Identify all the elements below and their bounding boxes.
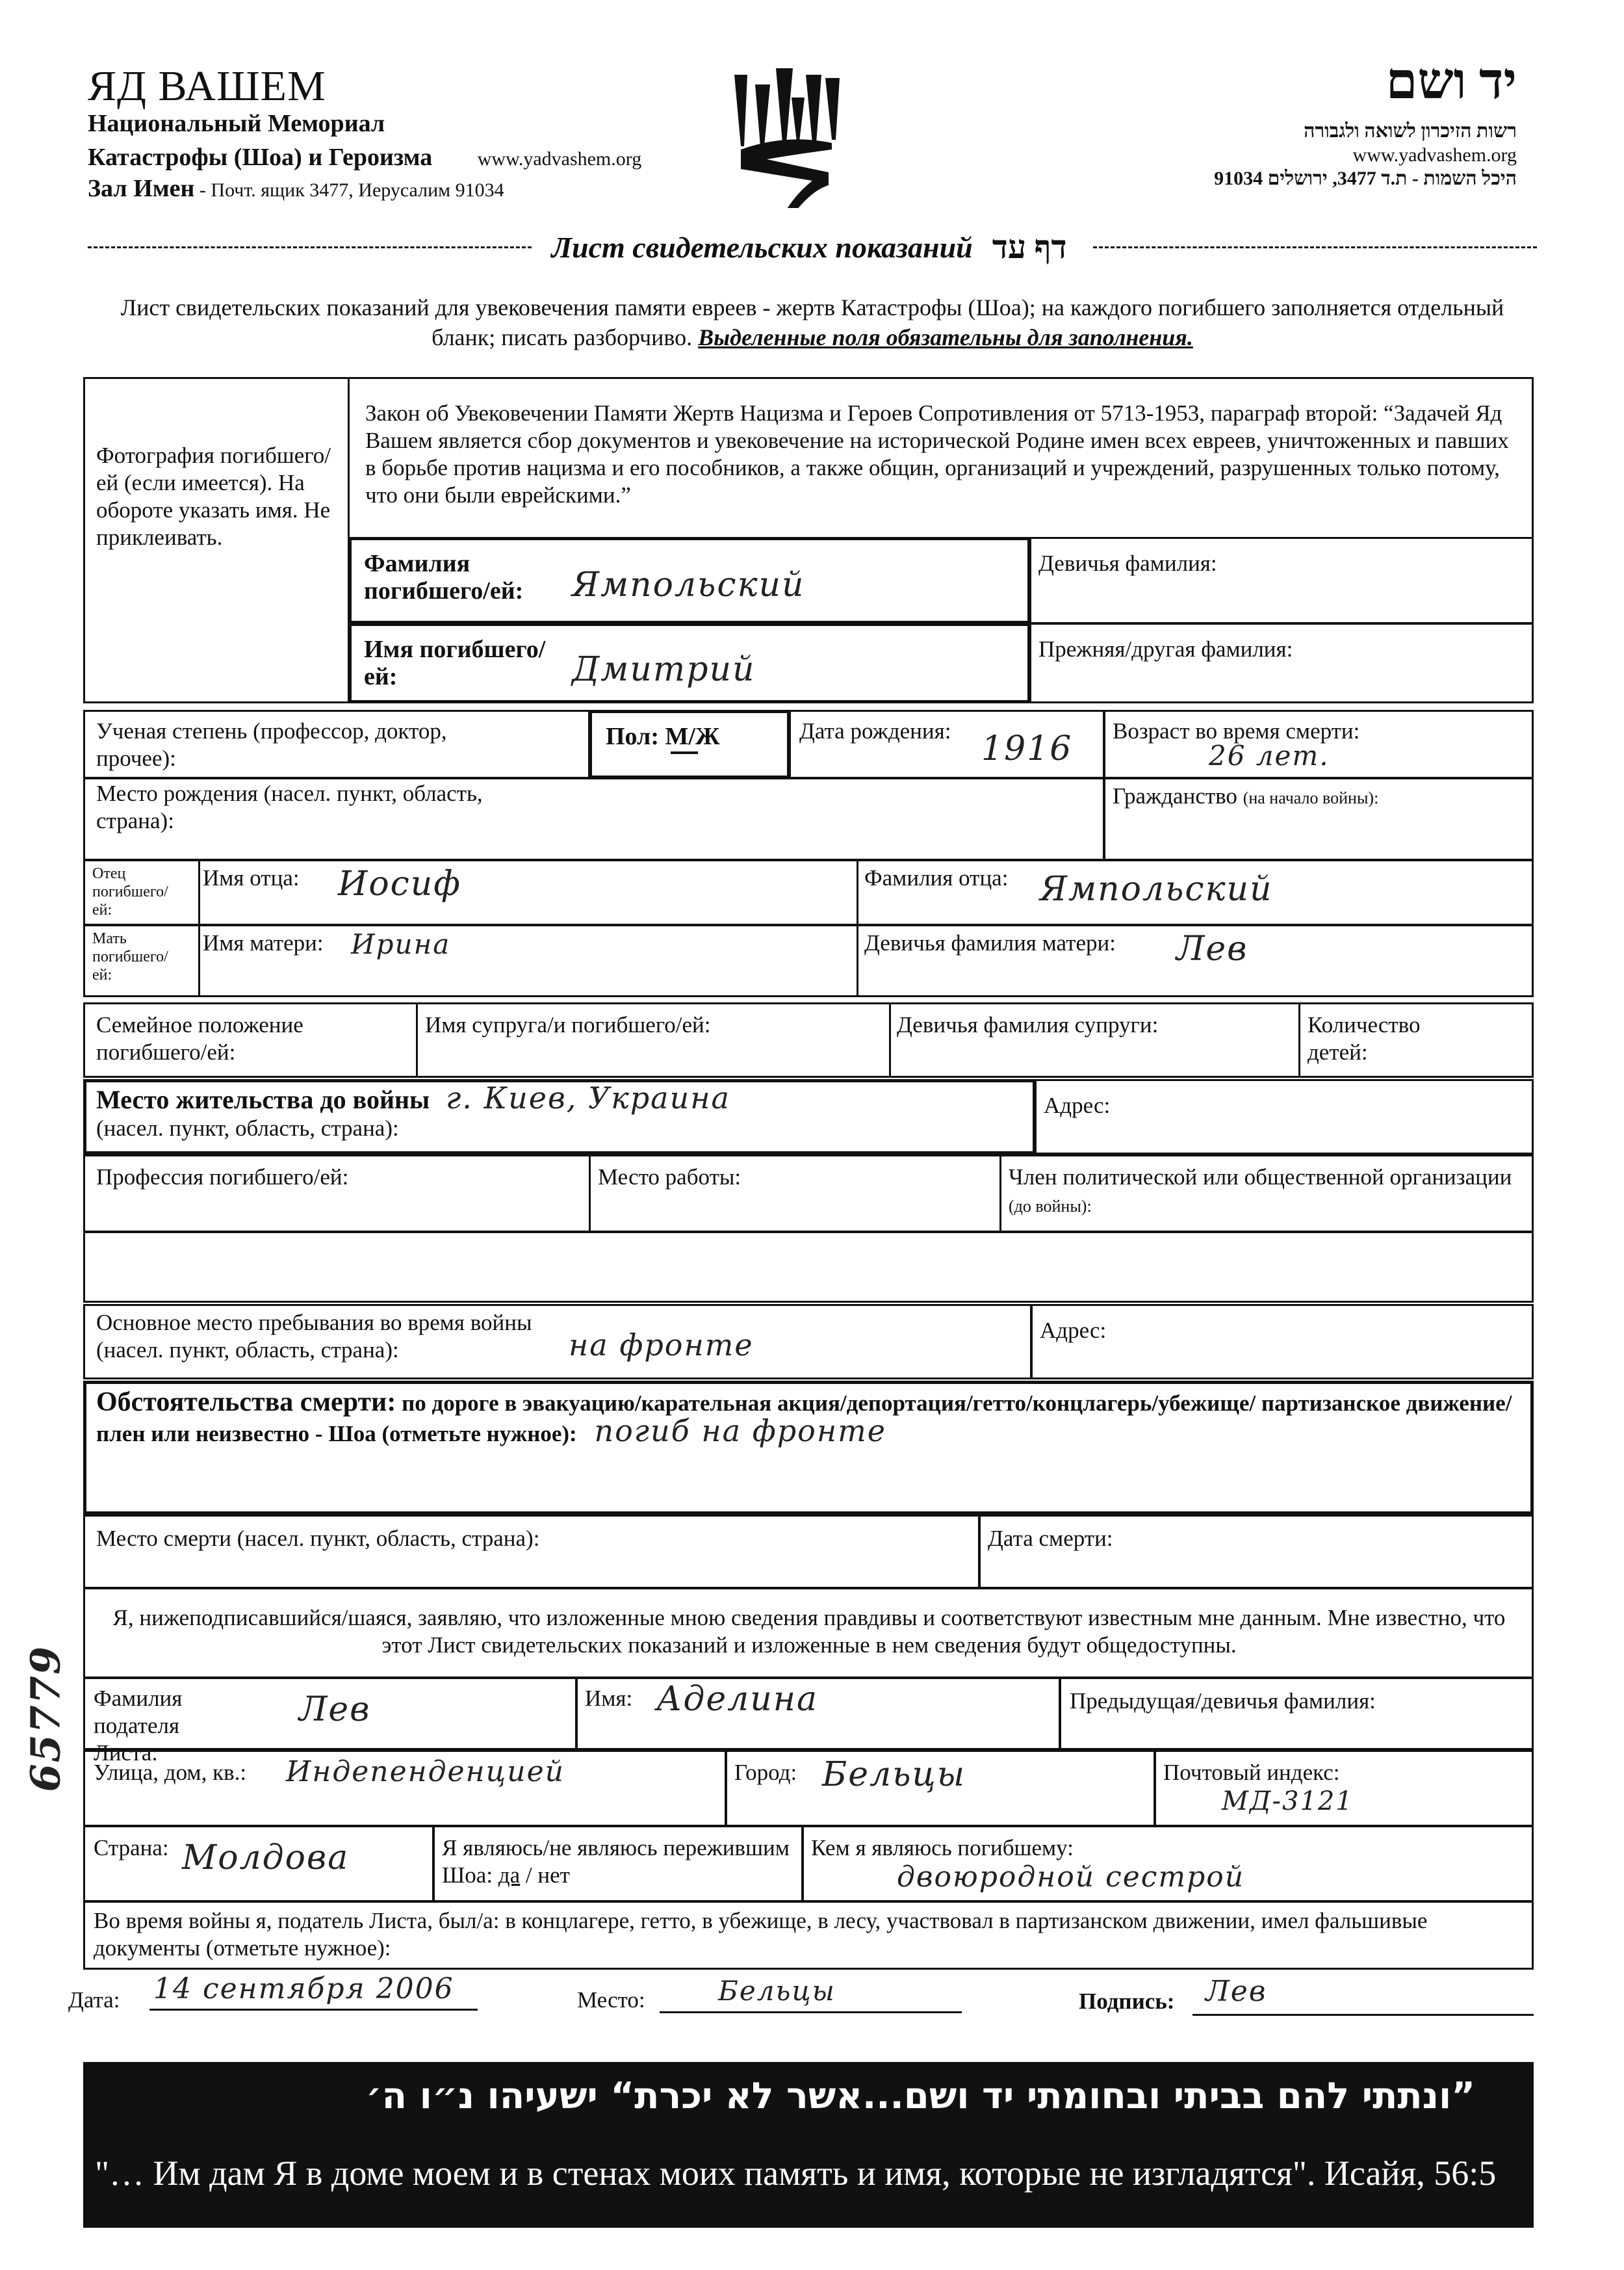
former-name-field[interactable]	[1029, 623, 1534, 703]
org-title-he: יד ושם	[1386, 53, 1517, 109]
signature-value: Лев	[1205, 1975, 1267, 2008]
spouse-name-label: Имя супруга/и погибшего/ей:	[425, 1012, 711, 1037]
mother-maiden-label: Девичья фамилия матери:	[864, 930, 1116, 956]
profession-label: Профессия погибшего/ей:	[96, 1164, 349, 1190]
mother-name-label: Имя матери:	[203, 930, 324, 956]
submitter-name-label: Имя:	[585, 1686, 633, 1711]
degree-label: Ученая степень (профессор, доктор, прочее):	[96, 718, 447, 771]
membership-label-note: (до войны):	[1009, 1197, 1092, 1216]
residence-address-label: Адрес:	[1044, 1093, 1111, 1118]
spouse-maiden-label: Девичья фамилия супруги:	[897, 1012, 1159, 1037]
divider	[889, 1002, 891, 1078]
photo-instructions: Фотография погибшего/ей (если имеется). На обороте указать имя. Не приклеивать.	[96, 443, 331, 550]
death-circumstances-label	[96, 1389, 1513, 1448]
gender-label: Пол: М/Ж	[606, 723, 720, 750]
quote-hebrew: ”ונתתי להם בביתי ובחומתי יד ושם...אשר לא יכרת“ ישעיהו נ״ו ה׳	[365, 2075, 1475, 2117]
children-count-label: Количество детей:	[1308, 1012, 1421, 1065]
org-title-ru: ЯД ВАШЕМ	[88, 62, 326, 110]
submitter-prev-name-label: Предыдущая/девичья фамилия:	[1070, 1688, 1376, 1714]
sheet-title-ru: Лист свидетельских показаний	[551, 230, 973, 264]
first-name-value: Дмитрий	[572, 650, 756, 689]
citizenship-label-text: Гражданство	[1113, 783, 1237, 809]
org-subtitle-ru-2	[88, 143, 641, 172]
membership-label	[1009, 1164, 1528, 1220]
divider	[857, 924, 858, 997]
submitter-street-label: Улица, дом, кв.:	[94, 1760, 247, 1785]
submitter-country-value: Молдова	[182, 1838, 350, 1877]
mother-maiden-value[interactable]: Лев	[1176, 930, 1248, 969]
submitter-surname-label: Фамилия подателя Листа:	[94, 1686, 183, 1766]
yad-vashem-logo-icon	[734, 46, 851, 208]
date-field[interactable]	[149, 1972, 478, 2011]
death-circumstances-options: по дороге в эвакуацию/карательная акция/депортация/гетто/концлагерь/убежище/ партизанское движение/плен или неизвестно - Шоа (отметьте нужное):	[96, 1390, 1512, 1446]
father-row-label: Отец погибшего/ ей:	[92, 865, 168, 919]
divider	[88, 246, 532, 248]
submitter-name-value: Аделина	[656, 1680, 818, 1719]
place-value: Бельцы	[718, 1975, 836, 2007]
residence-value: г. Киев, Украина	[446, 1080, 730, 1115]
relation-label: Кем я являюсь погибшему:	[811, 1835, 1074, 1860]
maiden-name-label: Девичья фамилия:	[1038, 551, 1217, 576]
submitter-surname-value: Лев	[299, 1690, 371, 1729]
place-field[interactable]	[660, 1975, 962, 2013]
wartime-address-label: Адрес:	[1040, 1318, 1107, 1343]
org-address-ru-text: - Почт. ящик 3477, Иерусалим 91034	[194, 179, 504, 201]
mother-name-value[interactable]: Ирина	[351, 928, 451, 960]
intro-text	[110, 293, 1514, 352]
birth-date-label: Дата рождения:	[799, 718, 951, 744]
father-row	[83, 859, 1534, 926]
signature-label: Подпись:	[1079, 1989, 1175, 2014]
death-circumstances-title: Обстоятельства смерти:	[96, 1387, 396, 1417]
relation-value: двоюродной сестрой	[897, 1860, 1245, 1894]
mother-row-label: Мать погибшего/ ей:	[92, 930, 168, 984]
date-value: 14 сентября 2006	[153, 1972, 454, 2005]
submitter-wartime-label: Во время войны я, податель Листа, был/а: в концлагере, гетто, в убежище, в лесу, участвовал в партизанском движении, имел фальшивые документы (отметьте нужное):	[94, 1908, 1428, 1961]
submitter-city-value: Бельцы	[822, 1755, 966, 1794]
divider	[999, 1155, 1001, 1233]
death-place-label: Место смерти (насел. пункт, область, страна):	[96, 1526, 540, 1551]
survivor-no-option[interactable]: нет	[537, 1862, 570, 1888]
submitter-name-field[interactable]	[576, 1677, 1061, 1750]
survivor-yes-option[interactable]: да	[498, 1862, 521, 1888]
hall-of-names-label: Зал Имен	[88, 175, 195, 202]
surname-value: Ямпольский	[572, 566, 805, 605]
declaration-text: Я, нижеподписавшийся/шаяся, заявляю, что изложенные мною сведения правдивы и соответствуют известным мне данным. Мне известно, что этот Лист свидетельских показаний и изложенные в нем сведения будут общедоступны.	[112, 1605, 1506, 1658]
survivor-option-separator: /	[520, 1862, 538, 1888]
quote-band	[83, 2062, 1534, 2228]
signature-field[interactable]	[1192, 1975, 1534, 2016]
first-name-label: Имя погибшего/ей:	[364, 636, 546, 690]
death-date-label: Дата смерти:	[988, 1526, 1113, 1551]
citizenship-label-note: (на начало войны):	[1243, 789, 1379, 807]
residence-label-bold: Место жительства до войны	[96, 1085, 430, 1114]
workplace-label: Место работы:	[598, 1164, 741, 1190]
survivor-label	[442, 1834, 799, 1889]
birth-date-value: 1916	[981, 729, 1073, 768]
quote-russian: "… Им дам Я в доме моем и в стенах моих память и имя, которые не изгладятся". Исайя, 56:5	[95, 2154, 1497, 2193]
divider	[857, 859, 858, 926]
birth-place-label: Место рождения (насел. пункт, область, страна):	[96, 781, 483, 833]
sheet-title-row	[88, 228, 1537, 267]
org-address-he: היכל השמות - ת.ד 3477, ירושלים 91034	[1214, 168, 1517, 189]
website-link-he[interactable]: www.yadvashem.org	[1352, 144, 1517, 166]
father-name-label: Имя отца:	[203, 865, 300, 891]
org-address-ru	[88, 174, 504, 203]
wartime-place-value: на фронте	[569, 1327, 754, 1363]
sheet-title-he: דף עד	[992, 229, 1067, 265]
submitter-city-label: Город:	[734, 1760, 797, 1785]
wartime-place-label: Основное место пребывания во время войны (насел. пункт, область, страна):	[96, 1310, 532, 1363]
age-at-death-label: Возраст во время смерти:	[1113, 718, 1360, 744]
org-subtitle-ru-1: Национальный Мемориал	[88, 110, 385, 137]
death-circumstances-value: погиб на фронте	[594, 1413, 886, 1448]
survivor-label-text: Я являюсь/не являюсь пережившим Шоа:	[442, 1835, 790, 1888]
margin-record-number: 65779	[21, 1645, 70, 1792]
submitter-zip-label: Почтовый индекс:	[1163, 1760, 1340, 1785]
divider	[1298, 1002, 1300, 1078]
required-fields-note: Выделенные поля обязательны для заполнения.	[698, 324, 1193, 350]
divider	[589, 1155, 591, 1233]
website-link-ru[interactable]: www.yadvashem.org	[477, 148, 642, 170]
gender-selected-mark	[671, 751, 698, 754]
father-surname-value[interactable]: Ямпольский	[1040, 870, 1273, 909]
membership-label-text: Член политической или общественной организации	[1009, 1164, 1512, 1190]
age-at-death-value: 26 лет.	[1209, 740, 1330, 772]
org-subtitle-ru-2-text: Катастрофы (Шоа) и Героизма	[88, 144, 433, 171]
intro-instructions: Лист свидетельских показаний для увековечения памяти евреев - жертв Катастрофы (Шоа); на каждого погибшего заполняется отдельный бланк; писать разборчиво.	[120, 294, 1504, 350]
father-surname-label: Фамилия отца:	[864, 865, 1009, 891]
submitter-country-label: Страна:	[94, 1835, 169, 1860]
marital-status-label: Семейное положение погибшего/ей:	[96, 1012, 303, 1065]
residence-label-rest: (насел. пункт, область, страна):	[96, 1115, 399, 1141]
divider	[416, 1002, 418, 1078]
org-subtitle-he: רשות הזיכרון לשואה ולגבורה	[1304, 120, 1517, 142]
submitter-zip-value: МД-3121	[1222, 1786, 1354, 1816]
residence-label	[96, 1080, 1006, 1142]
occupation-values-row[interactable]	[83, 1231, 1534, 1303]
father-name-value[interactable]: Иосиф	[338, 865, 461, 904]
law-text: Закон об Увековечении Памяти Жертв Нацизма и Героев Сопротивления от 5713-1953, параграф второй: “Задачей Яд Вашем является сбор документов и увековечение на исторической Родине имен всех евреев, уничтоженных и павших в борьбе против нацизма и его пособников, а также общин, организаций и учреждений, разрушенных только потому, что они были еврейскими.”	[365, 400, 1509, 508]
place-label: Место:	[577, 1987, 645, 2013]
surname-label: Фамилия погибшего/ей:	[364, 550, 524, 605]
date-label: Дата:	[68, 1987, 120, 2013]
divider	[1093, 246, 1537, 248]
former-name-label: Прежняя/другая фамилия:	[1038, 636, 1293, 662]
citizenship-label	[1113, 783, 1378, 812]
submitter-street-value: Индепенденцией	[286, 1755, 565, 1788]
